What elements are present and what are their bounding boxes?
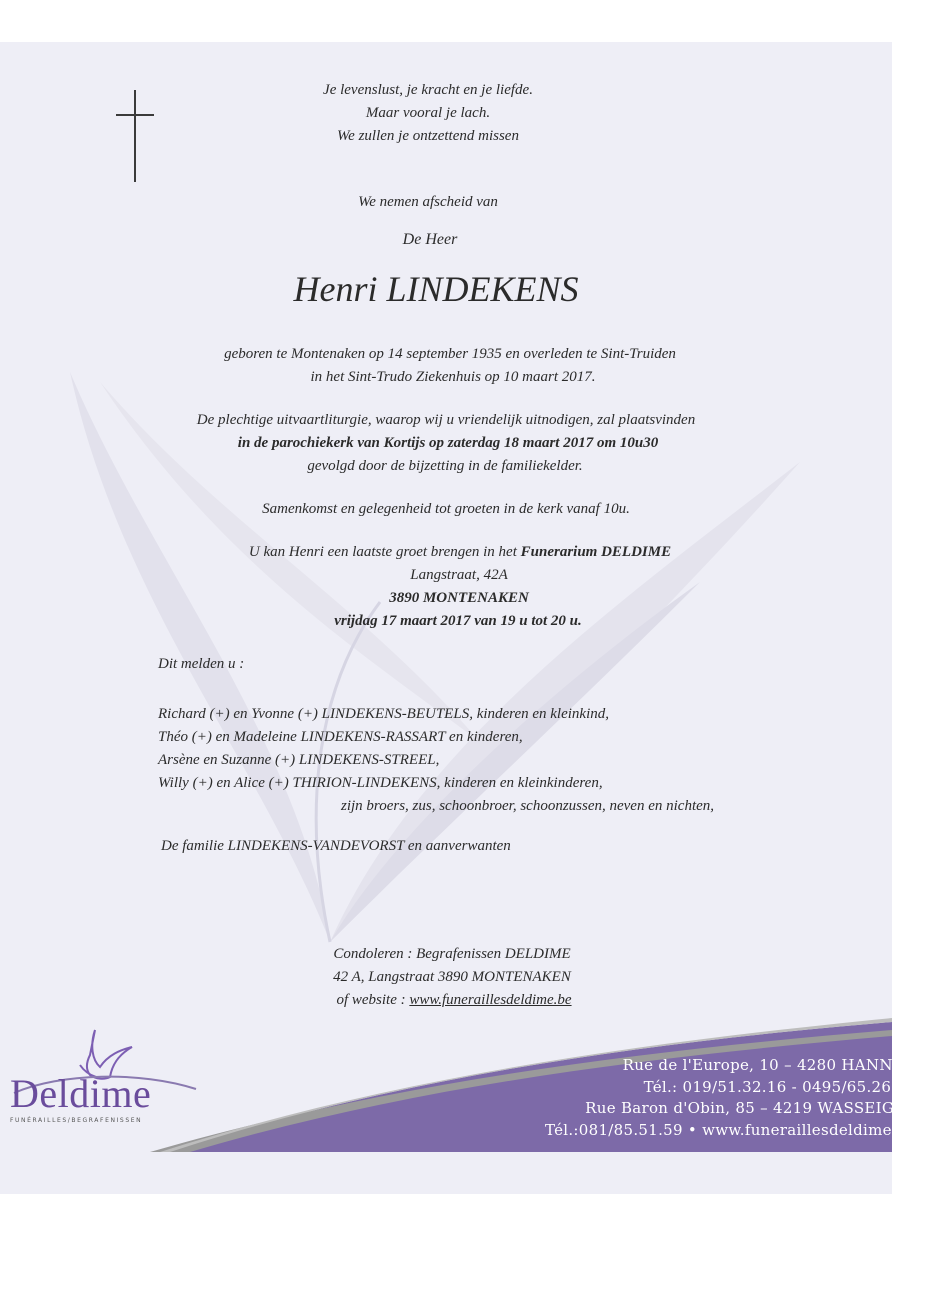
poem-line-1: Je levenslust, je kracht en je liefde. (323, 82, 533, 98)
funerarium-name: Funerarium DELDIME (520, 544, 672, 560)
birth-line-2: in het Sint-Trudo Ziekenhuis op 10 maart 2017. (310, 369, 596, 385)
family-line-4: Willy (+) en Alice (+) THIRION-LINDEKENS, kinderen en kleinkinderen, (158, 775, 603, 791)
service-line-2: in de parochiekerk van Kortijs op zaterdag 18 maart 2017 om 10u30 (237, 435, 659, 451)
visit-text: U kan Henri een laatste groet brengen in het (248, 544, 521, 560)
condolences-website-label: of website : (336, 992, 410, 1008)
contact-line-3: Rue Baron d'Obin, 85 – 4219 WASSEIGES (585, 1099, 916, 1117)
contact-line-4: Tél.:081/85.51.59 • www.funeraillesdeldime.be (544, 1120, 916, 1139)
visit-line (249, 542, 671, 562)
family-line-5: zijn broers, zus, schoonbroer, schoonzussen, neven en nichten, (341, 798, 715, 814)
family-close: De familie LINDEKENS-VANDEVORST en aanverwanten (161, 838, 511, 854)
cross-icon (116, 90, 156, 182)
birth-line-1: geboren te Montenaken op 14 september 1935 en overleden te Sint-Truiden (224, 346, 676, 362)
website-link[interactable]: www.funeraillesdeldime.be (409, 992, 572, 1008)
intro-text: We nemen afscheid van (358, 194, 498, 210)
family-line-3: Arsène en Suzanne (+) LINDEKENS-STREEL, (158, 752, 440, 768)
condolences-line-1: Condoleren : Begrafenissen DELDIME (333, 946, 571, 962)
family-line-1: Richard (+) en Yvonne (+) LINDEKENS-BEUTELS, kinderen en kleinkind, (158, 706, 609, 722)
poem-line-3: We zullen je ontzettend missen (337, 128, 519, 144)
contact-line-1: Rue de l'Europe, 10 – 4280 HANNUT (622, 1056, 916, 1074)
visit-time: vrijdag 17 maart 2017 van 19 u tot 20 u. (334, 613, 582, 629)
condolences-line-3 (336, 990, 571, 1010)
condolences-line-2: 42 A, Langstraat 3890 MONTENAKEN (333, 969, 571, 985)
logo-name: Deldime (10, 1071, 152, 1116)
visit-street: Langstraat, 42A (410, 567, 508, 583)
service-line-3: gevolgd door de bijzetting in de familiekelder. (307, 458, 583, 474)
family-line-2: Théo (+) en Madeleine LINDEKENS-RASSART en kinderen, (158, 729, 523, 745)
visit-city: 3890 MONTENAKEN (389, 590, 529, 606)
contact-line-2: Tél.: 019/51.32.16 - 0495/65.26.03 (643, 1077, 916, 1096)
gathering-text: Samenkomst en gelegenheid tot groeten in de kerk vanaf 10u. (262, 501, 630, 517)
honorific: De Heer (402, 231, 458, 248)
service-line-1: De plechtige uitvaartliturgie, waarop wij u vriendelijk uitnodigen, zal plaatsvinden (196, 412, 696, 428)
announce-text: Dit melden u : (158, 656, 245, 672)
poem-line-2: Maar vooral je lach. (365, 105, 491, 121)
deceased-name: Henri LINDEKENS (293, 269, 579, 309)
logo-tagline: FUNÉRAILLES/BEGRAFENISSEN (10, 1117, 143, 1124)
contact-block (545, 1055, 916, 1141)
